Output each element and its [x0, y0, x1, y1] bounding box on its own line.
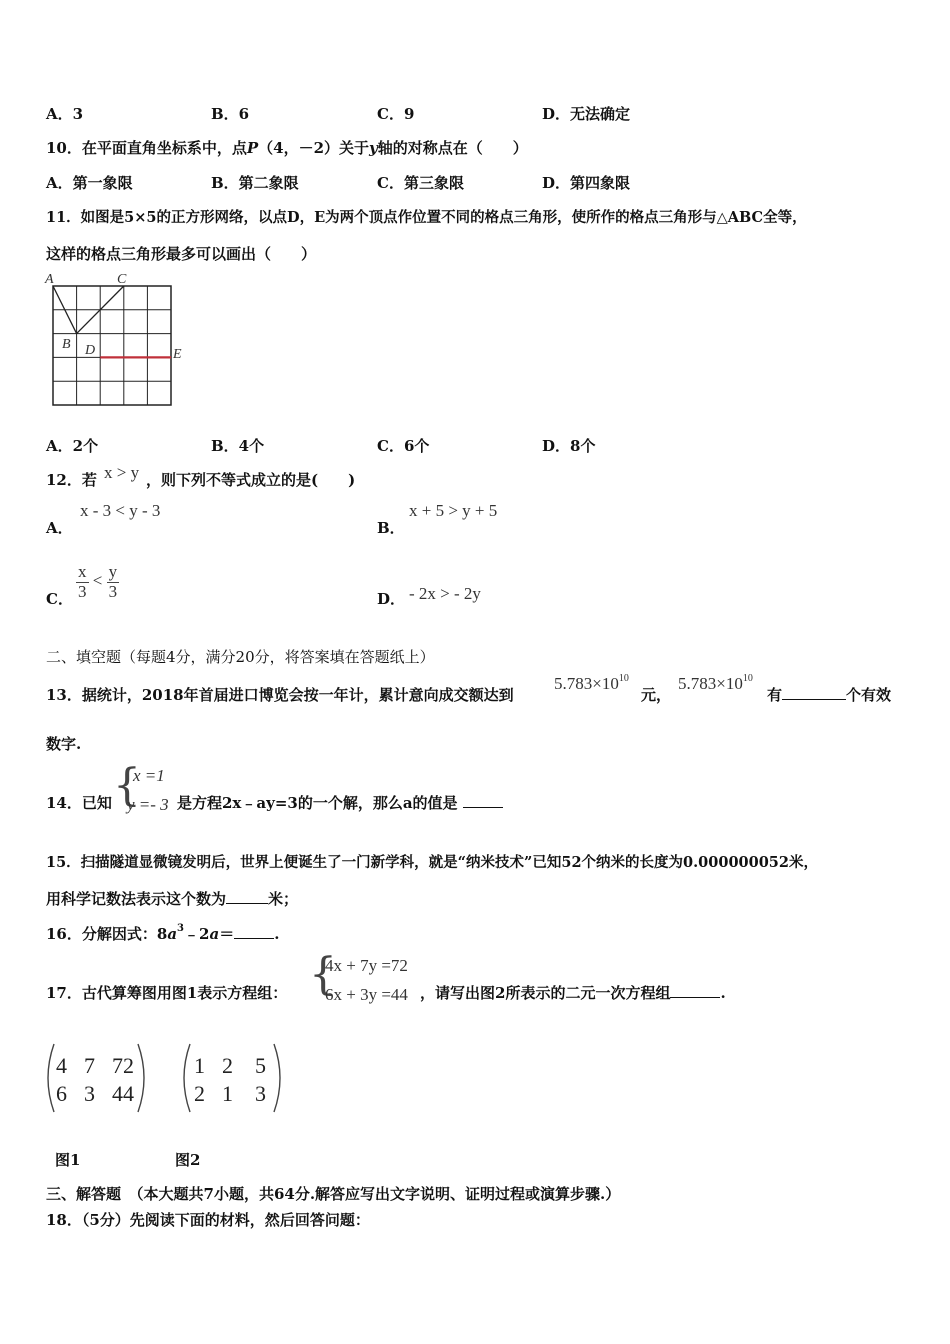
q11-option-b: B．4个	[211, 437, 265, 455]
q12-option-d-expr: - 2x > - 2y	[409, 584, 481, 603]
fig1-caption: 图1	[55, 1151, 81, 1169]
fig2-r2c1: 2	[194, 1081, 205, 1106]
q11-option-c: C．6个	[377, 437, 430, 455]
section2-title: 二、填空题（每题4分，满分20分，将答案填在答题纸上）	[46, 648, 435, 666]
q11-grid-figure	[40, 268, 190, 410]
q13-line2: 数字.	[46, 735, 82, 753]
label-b: B	[62, 337, 71, 352]
q16-stem: 16．分解因式：$8a^3﹣2a=$ .	[46, 923, 280, 943]
fig2-caption: 图2	[175, 1151, 201, 1169]
q11-option-a: A．2个	[46, 437, 99, 455]
q17-stem-post: ，请写出图2所表示的二元一次方程组 .	[420, 984, 726, 1002]
q13-unit: 元，	[641, 686, 672, 704]
q9-option-d: D．无法确定	[542, 105, 631, 123]
q12-option-a-expr: x - 3 < y - 3	[80, 501, 161, 520]
label-a: A	[45, 272, 54, 287]
fig1-r2c1: 6	[56, 1081, 67, 1106]
q12-option-c-expr: $\frac{x}{3}$ < $\frac{y}{3}$	[78, 562, 118, 601]
fig1-r1c2: 7	[84, 1053, 95, 1078]
q9-option-c: C．9	[377, 105, 415, 123]
q17-figure-2	[178, 1040, 288, 1116]
q17-figure-1	[42, 1040, 152, 1116]
q17-brace: {	[309, 949, 337, 1000]
q12-stem-post: ，则下列不等式成立的是( )	[146, 471, 356, 489]
fig1-r1c3: 72	[112, 1053, 134, 1078]
q14-stem-post: 是方程2x﹣ay=3的一个解，那么a的值是	[177, 792, 503, 813]
q17-eq2: 6x + 3y =44	[325, 985, 408, 1004]
fig2-r2c2: 1	[222, 1081, 233, 1106]
q10-option-c: C．第三象限	[377, 174, 464, 192]
q14-stem-pre: 14．已知	[46, 794, 112, 812]
fig2-r2c3: 3	[255, 1081, 266, 1106]
fig2-r1c2: 2	[222, 1053, 233, 1078]
q14-eq1: x =1	[133, 766, 165, 785]
q13-stem-pre: 13．据统计，2018年首届进口博览会按一年计，累计意向成交额达到	[46, 686, 514, 704]
q17-eq1: 4x + 7y =72	[325, 956, 408, 975]
q12-option-b-expr: x + 5 > y + 5	[409, 501, 498, 520]
q14-brace: {	[113, 760, 141, 811]
label-c: C	[117, 272, 127, 287]
q11-stem-line1: 11．如图是5×5的正方形网络，以点D，E为两个顶点作位置不同的格点三角形，使所作的格点三角形与△ABC全等，	[46, 209, 807, 226]
q15-answer-blank[interactable]	[226, 902, 268, 904]
q12-condition: x > y	[104, 463, 140, 482]
q11-stem-line2: 这样的格点三角形最多可以画出（ ）	[46, 245, 317, 263]
fig1-r2c3: 44	[112, 1081, 134, 1106]
q18-stem: 18．（5分）先阅读下面的材料，然后回答问题：	[46, 1211, 370, 1229]
q11-option-d: D．8个	[542, 437, 596, 455]
q15-line2: 用科学记数法表示这个数为 米；	[46, 890, 299, 908]
q17-stem-pre: 17．古代算筹图用图1表示方程组：	[46, 984, 288, 1002]
section3-title: 三、解答题 （本大题共7小题，共64分.解答应写出文字说明、证明过程或演算步骤.）	[46, 1185, 621, 1203]
q9-option-a: A．3	[46, 105, 84, 123]
label-d: D	[85, 343, 96, 358]
q9-option-b: B．6	[211, 105, 250, 123]
q10-option-a: A．第一象限	[46, 174, 133, 192]
fig2-r1c1: 1	[194, 1053, 205, 1078]
q12-option-c-label: C．	[46, 590, 73, 608]
fig2-r1c3: 5	[255, 1053, 266, 1078]
q14-answer-blank[interactable]	[463, 806, 503, 808]
grid-svg	[40, 268, 190, 410]
q10-option-d: D．第四象限	[542, 174, 631, 192]
q14-eq2: y =- 3	[127, 795, 169, 814]
q12-option-a-label: A．	[46, 519, 73, 537]
q15-line1: 15．扫描隧道显微镜发明后，世界上便诞生了一门新学科，就是“纳米技术”已知52个纳米的长度为0.000000052米，	[46, 854, 818, 871]
q12-option-b-label: B．	[377, 519, 405, 537]
q16-answer-blank[interactable]	[234, 937, 274, 939]
q12-option-d-label: D．	[377, 590, 406, 608]
q13-stem-post: 有 个有效	[767, 686, 892, 704]
q10-option-b: B．第二象限	[211, 174, 299, 192]
q17-answer-blank[interactable]	[670, 996, 720, 998]
fig1-r1c1: 4	[56, 1053, 67, 1078]
q13-value: $5.783\times 10^{10}$	[554, 673, 629, 693]
q10-stem: 10．在平面直角坐标系中，点P（4，－2）关于y轴的对称点在（ ）	[46, 139, 528, 157]
q12-stem-pre: 12．若	[46, 471, 97, 489]
label-e: E	[173, 347, 182, 362]
fig1-r2c2: 3	[84, 1081, 95, 1106]
q13-answer-blank[interactable]	[782, 698, 846, 700]
q13-value2: $5.783\times 10^{10}$	[678, 673, 753, 693]
